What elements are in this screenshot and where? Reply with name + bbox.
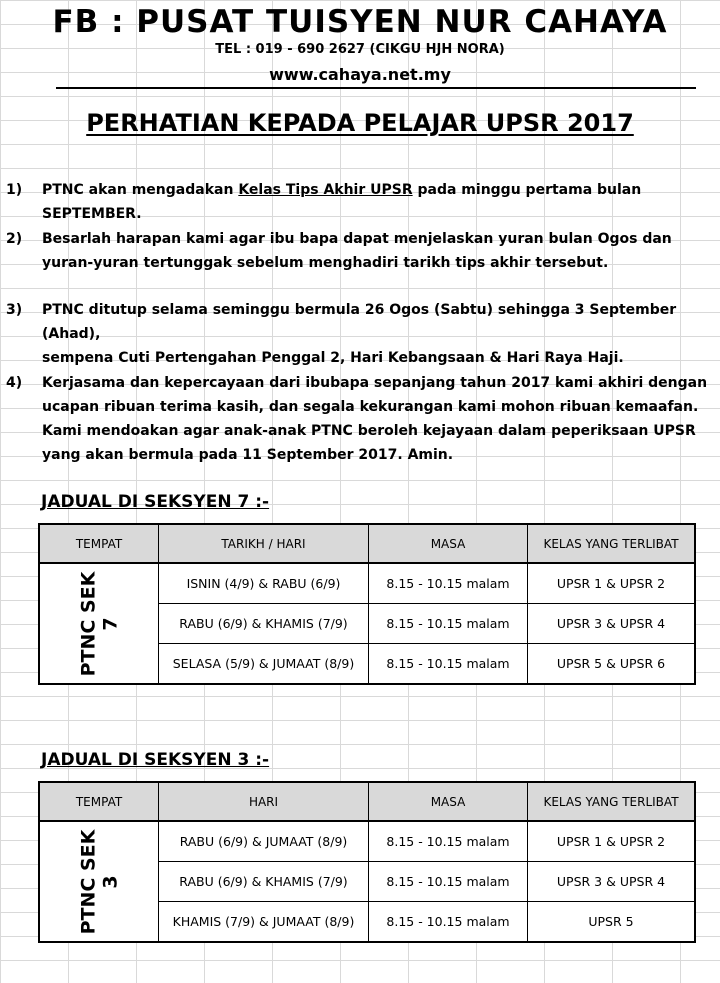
schedule7-heading: JADUAL DI SEKSYEN 7 :-: [41, 492, 270, 512]
notice-title-text: PERHATIAN KEPADA PELAJAR UPSR 2017: [86, 109, 634, 137]
column-header: MASA: [369, 782, 528, 821]
header-divider: [56, 87, 696, 89]
schedule7-table: [38, 523, 696, 685]
schedule3-heading: JADUAL DI SEKSYEN 3 :-: [41, 750, 270, 770]
item-text-underlined: Kelas Tips Akhir UPSR: [238, 182, 413, 198]
table-cell: 8.15 - 10.15 malam: [369, 644, 528, 685]
item-number: 2): [6, 231, 23, 247]
table-cell: 8.15 - 10.15 malam: [369, 604, 528, 644]
table-row: [39, 821, 695, 862]
item-text: [42, 178, 714, 226]
item-number: 4): [6, 375, 23, 391]
table-cell: UPSR 3 & UPSR 4: [528, 862, 696, 902]
table-cell: 8.15 - 10.15 malam: [369, 862, 528, 902]
header-telephone: TEL : 019 - 690 2627 (CIKGU HJH NORA): [215, 42, 505, 57]
table-cell: KHAMIS (7/9) & JUMAAT (8/9): [159, 902, 369, 943]
column-header: TEMPAT: [39, 524, 159, 563]
column-header: TEMPAT: [39, 782, 159, 821]
table-cell: UPSR 5 & UPSR 6: [528, 644, 696, 685]
item-text: PTNC ditutup selama seminggu bermula 26 Ogos (Sabtu) sehingga 3 September (Ahad), sempena Cuti Pertengahan Penggal 2, Hari Kebangsaan & Hari Raya Haji.: [42, 302, 677, 366]
table-cell: UPSR 1 & UPSR 2: [528, 821, 696, 862]
table-cell: 8.15 - 10.15 malam: [369, 563, 528, 604]
table-cell: SELASA (5/9) & JUMAAT (8/9): [159, 644, 369, 685]
column-header: KELAS YANG TERLIBAT: [528, 524, 696, 563]
item-text-part: pada minggu pertama bulan SEPTEMBER.: [42, 182, 642, 222]
table-cell: RABU (6/9) & KHAMIS (7/9): [159, 862, 369, 902]
item-number: 3): [6, 302, 23, 318]
place-cell: [39, 563, 159, 684]
place-cell: [39, 821, 159, 942]
header-website: www.cahaya.net.my: [269, 65, 451, 84]
column-header: MASA: [369, 524, 528, 563]
schedule3-table: [38, 781, 696, 943]
table-header-row: [39, 524, 695, 563]
item-number: 1): [6, 182, 23, 198]
column-header: KELAS YANG TERLIBAT: [528, 782, 696, 821]
table-cell: UPSR 5: [528, 902, 696, 943]
item-text: Besarlah harapan kami agar ibu bapa dapat menjelaskan yuran bulan Ogos dan yuran-yuran tertunggak sebelum menghadiri tarikh tips akhir tersebut.: [42, 231, 672, 271]
table-cell: 8.15 - 10.15 malam: [369, 821, 528, 862]
table-cell: 8.15 - 10.15 malam: [369, 902, 528, 943]
table-cell: ISNIN (4/9) & RABU (6/9): [159, 563, 369, 604]
table-cell: RABU (6/9) & JUMAAT (8/9): [159, 821, 369, 862]
table-cell: UPSR 3 & UPSR 4: [528, 604, 696, 644]
header-title: FB : PUSAT TUISYEN NUR CAHAYA: [52, 4, 668, 40]
place-label: PTNC SEK 3: [76, 829, 121, 934]
item-text: Kerjasama dan kepercayaan dari ibubapa sepanjang tahun 2017 kami akhiri dengan ucapan ribuan terima kasih, dan segala kekurangan kami mohon ribuan kemaafan. Kami mendoakan agar anak-anak PTNC beroleh kejayaan dalam peperiksaan UPSR yang akan bermula pada 11 September 2017. Amin.: [42, 375, 708, 463]
column-header: HARI: [159, 782, 369, 821]
table-row: [39, 563, 695, 604]
item-text-part: PTNC akan mengadakan: [42, 182, 239, 198]
table-cell: RABU (6/9) & KHAMIS (7/9): [159, 604, 369, 644]
table-cell: UPSR 1 & UPSR 2: [528, 563, 696, 604]
table-header-row: [39, 782, 695, 821]
notice-title: [0, 106, 720, 140]
place-label: PTNC SEK 7: [76, 571, 121, 676]
column-header: TARIKH / HARI: [159, 524, 369, 563]
